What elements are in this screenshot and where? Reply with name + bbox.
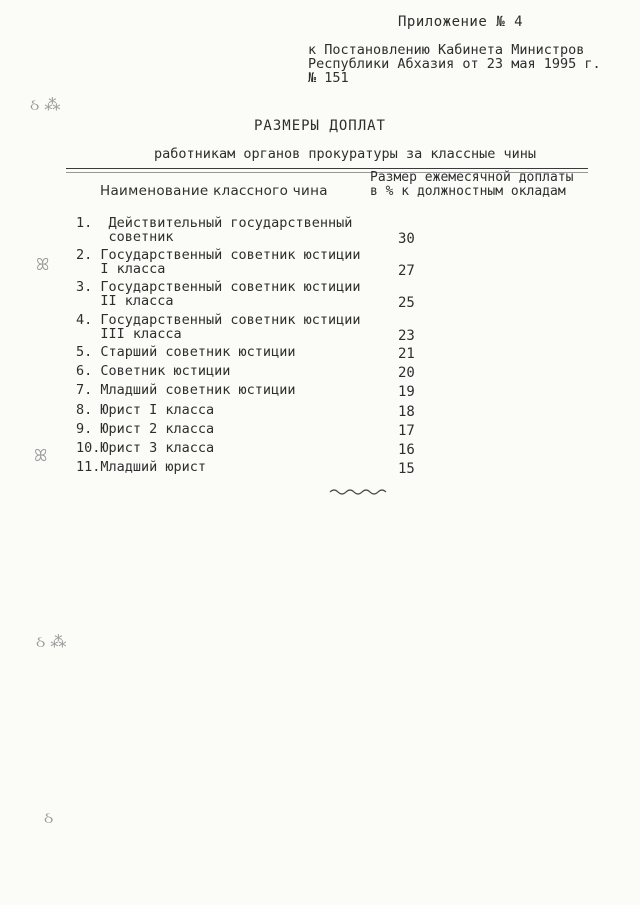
document-title: РАЗМЕРЫ ДОПЛАТ [253,118,386,134]
margin-smudge: ઠ ⁂ [30,95,61,114]
rank-name-line-1: 2. Государственный советник юстиции [76,247,361,263]
column-header-rate-line-2: в % к должностным окладам [370,184,566,199]
table-row [76,383,596,401]
table-row [76,345,596,363]
rank-name-line-2: советник [76,229,174,245]
table-row [76,216,596,246]
rank-name-line-1: 8. Юрист I класса [76,402,215,418]
margin-smudge: ꕤ [36,255,50,274]
rank-name-line-1: 4. Государственный советник юстиции [76,312,361,328]
rank-rate-value: 19 [398,384,415,400]
table-row [76,280,596,310]
table-top-rule [66,168,588,169]
rank-rate-value: 27 [398,263,415,279]
table-row [76,441,596,459]
rank-name-line-1: 6. Советник юстиции [76,363,231,379]
decree-line-1: к Постановлению Кабинета Министров [308,42,585,58]
rank-rate-value: 23 [398,328,415,344]
table-row [76,422,596,440]
decree-reference [308,43,601,85]
rank-name-line-1: 11.Младший юрист [76,459,207,475]
rank-name [76,383,295,397]
table-row [76,313,596,343]
decree-line-3: № 151 [308,70,349,86]
column-header-rate-line-1: Размер ежемесячной доплаты [370,170,574,185]
margin-smudge: ઠ ⁂ [36,632,67,651]
rank-rate-value: 18 [398,404,415,420]
column-header-rate [370,171,574,199]
column-header-name: Наименование классного чина [100,183,328,199]
rank-name-line-1: 3. Государственный советник юстиции [76,279,361,295]
rank-name [76,345,295,359]
rank-name [76,313,360,341]
rank-rate-value: 20 [398,365,415,381]
table-row [76,364,596,382]
appendix-heading: Приложение № 4 [398,14,524,30]
rank-name [76,364,230,378]
rank-name [76,403,214,417]
table-row [76,460,596,478]
margin-smudge: ꕤ [34,446,48,465]
rank-rate-value: 30 [398,231,415,247]
rank-rate-value: 16 [398,442,415,458]
rank-name [76,460,206,474]
rank-name-line-1: 10.Юрист 3 класса [76,440,215,456]
rank-rate-value: 15 [398,461,415,477]
margin-smudge: ઠ [44,808,54,827]
document-subtitle: работникам органов прокуратуры за классные чины [153,146,536,162]
rank-name-line-1: 1. Действительный государственный [76,215,353,231]
rank-name-line-1: 5. Старший советник юстиции [76,344,296,360]
rank-rate-value: 17 [398,423,415,439]
rank-name [76,441,214,455]
table-row [76,403,596,421]
rank-name [76,216,352,244]
rank-name [76,248,360,276]
rank-name-line-2: II класса [76,293,174,309]
rank-rate-value: 25 [398,295,415,311]
rank-name-line-1: 7. Младший советник юстиции [76,382,296,398]
rank-name [76,280,360,308]
rank-rate-value: 21 [398,346,415,362]
rank-name-line-2: I класса [76,261,166,277]
table-row [76,248,596,278]
decree-line-2: Республики Абхазия от 23 мая 1995 г. [308,56,601,72]
end-of-table-squiggle [328,486,390,496]
rank-name [76,422,214,436]
rank-name-line-2: III класса [76,326,182,342]
rank-name-line-1: 9. Юрист 2 класса [76,421,215,437]
